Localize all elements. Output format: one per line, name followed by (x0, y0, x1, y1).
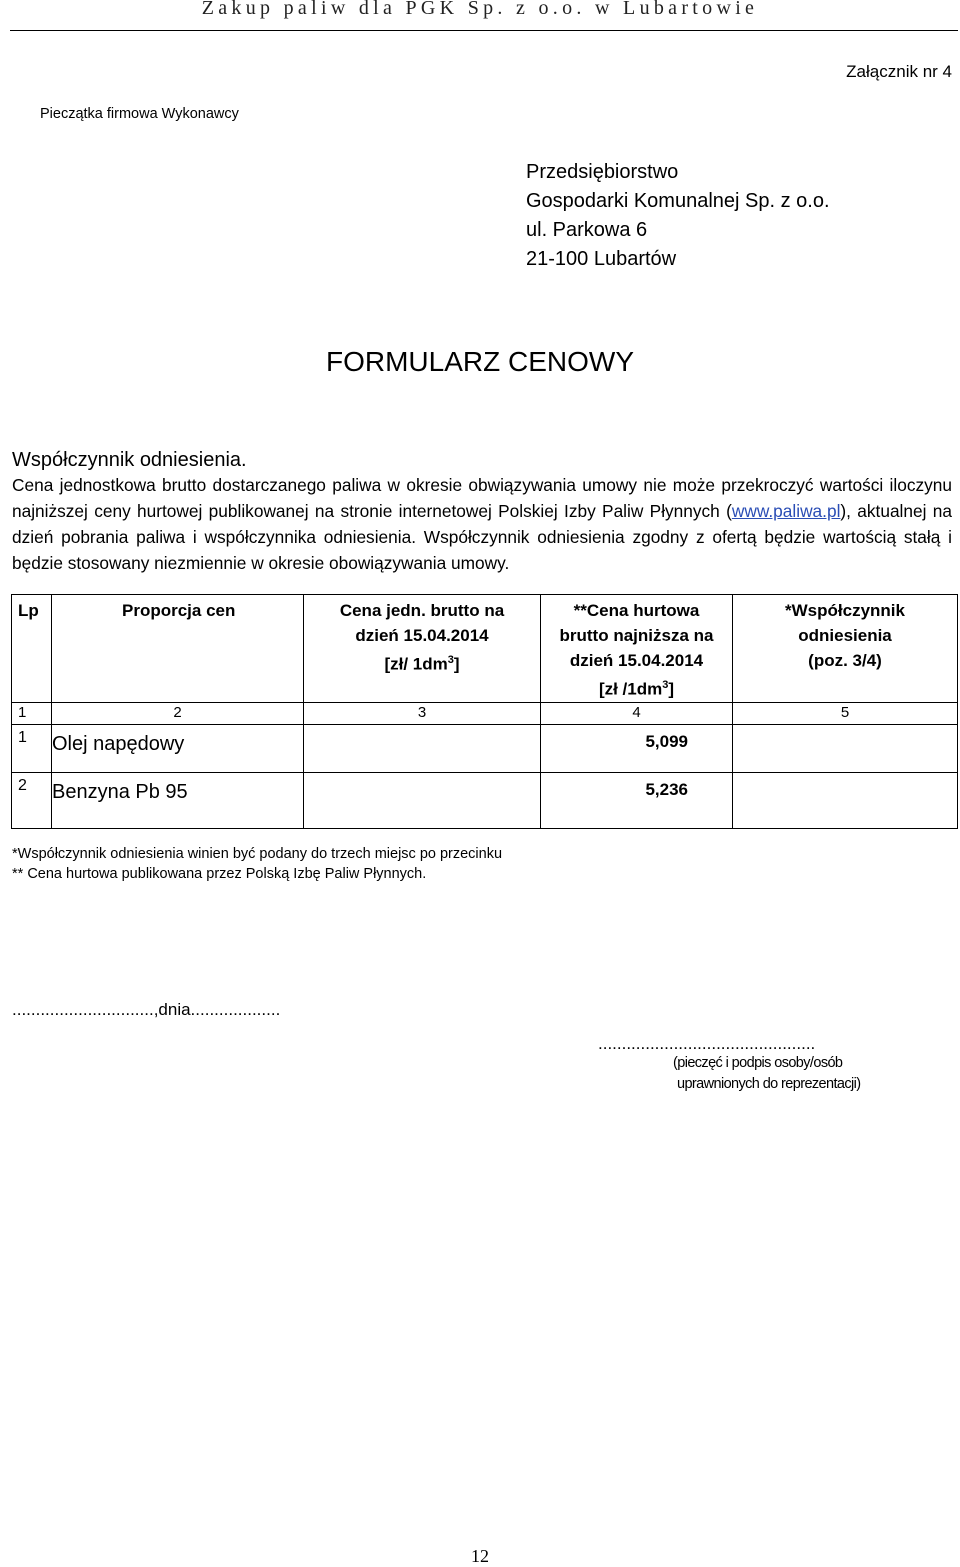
page-number: 12 (471, 1546, 489, 1566)
column-number: 3 (304, 702, 541, 724)
unit-price-input[interactable] (304, 724, 541, 772)
coefficient-input[interactable] (733, 724, 958, 772)
header-wholesale-l2: brutto najniższa na (559, 626, 714, 645)
unit-price-input[interactable] (304, 772, 541, 828)
recipient-line-1: Przedsiębiorstwo (526, 161, 679, 183)
header-unit-price-sup: 3 (447, 654, 454, 666)
header-unit-price-l2: dzień 15.04.2014 (355, 626, 489, 645)
header-coefficient (733, 595, 958, 703)
table-header-row (12, 595, 958, 703)
price-table (11, 594, 958, 829)
column-number: 1 (12, 702, 52, 724)
recipient-line-3: ul. Parkowa 6 (526, 219, 648, 241)
row-lp: 1 (12, 724, 52, 772)
header-wholesale-l3: dzień 15.04.2014 (569, 651, 704, 670)
header-wholesale-l1: **Cena hurtowa (573, 601, 700, 620)
header-coefficient-l3: (poz. 3/4) (808, 651, 882, 670)
stamp-label: Pieczątka firmowa Wykonawcy (40, 106, 239, 122)
header-unit-price (304, 595, 541, 703)
header-lp: Lp (12, 595, 52, 703)
paragraph-text-1: Cena jednostkowa brutto dostarczanego paliwa w okresie obwiązywania umowy nie może przekroczyć wartości iloczynu najniższej ceny hurtowej publikowanej na stronie internetowej Polskiej Izby Paliw Płynnych ( (12, 475, 952, 521)
header-coefficient-l1: *Współczynnik (785, 601, 905, 620)
coefficient-heading: Współczynnik odniesienia. (12, 449, 247, 471)
column-number: 2 (52, 702, 304, 724)
fuel-name: Olej napędowy (52, 724, 304, 772)
header-coefficient-l2: odniesienia (798, 626, 892, 645)
coefficient-input[interactable] (733, 772, 958, 828)
column-number: 5 (733, 702, 958, 724)
footnote-coefficient: *Współczynnik odniesienia winien być podany do trzech miejsc po przecinku (12, 846, 503, 862)
wholesale-price: 5,099 (541, 724, 733, 772)
column-number: 4 (541, 702, 733, 724)
signature-caption-2: uprawnionych do reprezentacji) (677, 1076, 861, 1092)
footnote-wholesale: ** Cena hurtowa publikowana przez Polską Izbę Paliw Płynnych. (12, 866, 427, 882)
fuel-name: Benzyna Pb 95 (52, 772, 304, 828)
header-unit-price-l1: Cena jedn. brutto na (339, 601, 505, 620)
signature-caption-1: (pieczęć i podpis osoby/osób (673, 1055, 843, 1071)
table-row (12, 724, 958, 772)
wholesale-price: 5,236 (541, 772, 733, 828)
recipient-line-2: Gospodarki Komunalnej Sp. z o.o. (526, 190, 830, 212)
signature-line: .............................................. (598, 1034, 816, 1053)
header-proportion: Proporcja cen (52, 595, 304, 703)
header-wholesale-l4-end: ] (668, 679, 675, 699)
paliwa-link[interactable]: www.paliwa.pl (731, 501, 841, 521)
paragraph-text-2: ), aktualnej na dzień pobrania paliwa i współczynnika odniesienia. Współczynnik odniesienia zgodny z ofertą będzie wartością stałą i będzie stosowany niezmiennie w okresie obowiązywania umowy. (12, 501, 953, 573)
header-unit-price-l3: [zł/ 1dm (384, 654, 448, 674)
header-unit-price-l3-end: ] (453, 654, 460, 674)
row-lp: 2 (12, 772, 52, 828)
header-wholesale-sup: 3 (662, 679, 669, 691)
column-number-row (12, 702, 958, 724)
header-divider (10, 30, 958, 31)
form-title: FORMULARZ CENOWY (326, 346, 634, 377)
coefficient-paragraph (12, 472, 952, 576)
recipient-address (526, 158, 830, 274)
table-row (12, 772, 958, 828)
recipient-line-4: 21-100 Lubartów (526, 248, 677, 270)
header-wholesale-l4: [zł /1dm (598, 679, 663, 699)
attachment-label: Załącznik nr 4 (846, 62, 952, 81)
document-header-title: Zakup paliw dla PGK Sp. z o.o. w Lubartowie (201, 0, 759, 19)
date-line: ..............................,dnia................... (12, 1000, 281, 1019)
header-wholesale-price (541, 595, 733, 703)
